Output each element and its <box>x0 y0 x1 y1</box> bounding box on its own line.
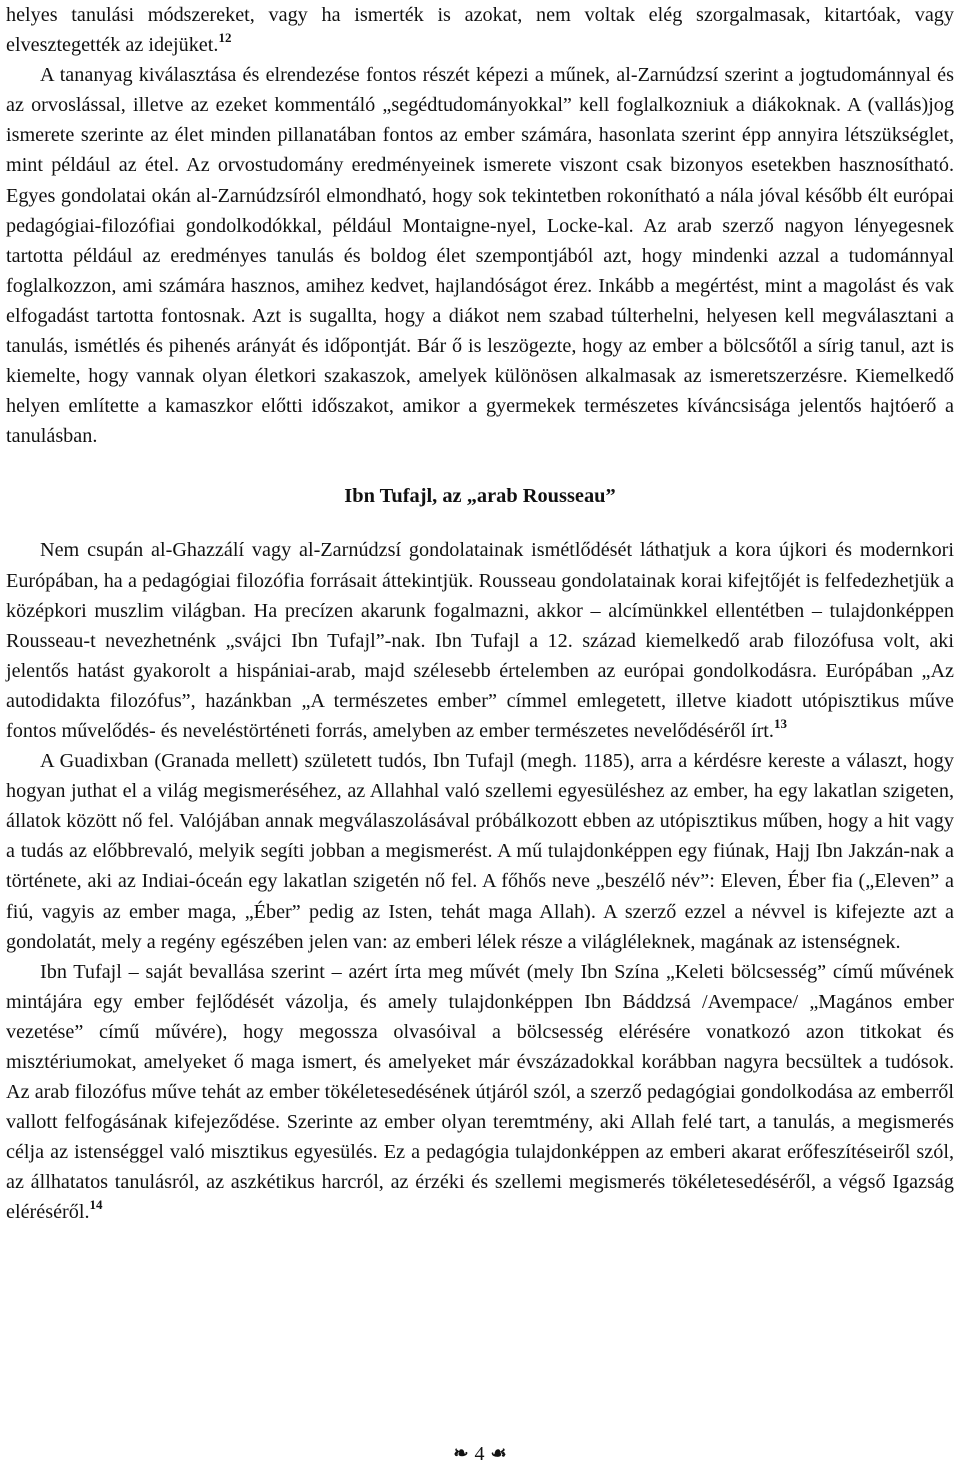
page-number: 4 <box>474 1443 485 1465</box>
paragraph-3-text: Nem csupán al-Ghazzálí vagy al-Zarnúdzsí gondolatainak ismétlődését láthatjuk a kora újkori és modernkori Európában, ha a pedagógiai filozófia forrásait áttekintjük. Rousseau gondolatainak korai kifejtőjét is felfedezhetjük a középkori muszlim világban. Ha precízen akarunk fogalmazni, akkor – alcímünkkel ellentétben – tulajdonképpen Rousseau-t nevezhetnénk „svájci Ibn Tufajl”-nak. Ibn Tufajl a 12. század kiemelkedő arab filozófusa volt, aki jelentős hatást gyakorolt a hispániai-arab, majd szélesebb értelemben az európai gondolkodásra. Európában „Az autodidakta filozófus”, hazánkban „A természetes ember” címmel emlegetett, illetve kiadott utópisztikus műve fontos művelődés- és neveléstörténeti forrás, amelyben az ember természetes nevelődéséről írt. <box>6 539 954 742</box>
paragraph-3 <box>6 535 954 746</box>
paragraph-5 <box>6 957 954 1228</box>
footnote-ref-13[interactable]: 13 <box>773 715 787 731</box>
ornament-right-icon: ☙ <box>490 1443 507 1463</box>
footnote-ref-14[interactable]: 14 <box>89 1197 103 1213</box>
ornament-left-icon: ❧ <box>453 1443 469 1463</box>
footnote-ref-12[interactable]: 12 <box>218 30 232 46</box>
document-page <box>6 0 954 1228</box>
paragraph-1-text: helyes tanulási módszereket, vagy ha ismerték is azokat, nem voltak elég szorgalmasak, kitartóak, vagy elvesztegették az idejüket. <box>6 4 954 57</box>
paragraph-5-text: Ibn Tufajl – saját bevallása szerint – azért írta meg művét (mely Ibn Szína „Keleti bölcsesség” című művének mintájára egy ember fejlődését vázolja, és amely tulajdonképpen Ibn Báddzsá /Avempace/ „Magános ember vezetése” című művére), hogy megossza olvasóival a bölcsesség elérésére vonatkozó azon titkokat és misztériumokat, amelyeket ő maga ismert, és amelyeket már évszázadokkal korábban nagyra becsültek a tudósok. Az arab filozófus műve tehát az ember tökéletesedésének útjáról szól, a szerző pedagógiai gondolkodása az emberről vallott felfogásának kifejeződése. Szerinte az ember olyan teremtmény, aki Allah felé tart, a tanulás, a megismerés célja az istenséggel való misztikus egyesülés. Ez a pedagógia tulajdonképpen az emberi akarat erőfeszítéseiről szól, az állhatatos tanulásról, az aszkétikus harcról, az érzéki és szellemi megismerés tökéletesedéséről, a végső Igazság eléréséről. <box>6 960 954 1224</box>
section-heading: Ibn Tufajl, az „arab Rousseau” <box>344 485 616 508</box>
page-footer <box>0 1440 960 1467</box>
paragraph-1 <box>6 0 954 60</box>
paragraph-4: A Guadixban (Granada mellett) született tudós, Ibn Tufajl (megh. 1185), arra a kérdésre kereste a választ, hogy hogyan juthat el a világ megismeréséhez, az Allahhal való szellemi egyesüléshez az ember, ha egy lakatlan szigeten, állatok között nő fel. Valójában annak megválaszolásával próbálkozott ebben az utópisztikus műben, hogy a hit vagy a tudás az előbbrevaló, melyik segíti jobban a megismerést. A mű tulajdonképpen egy fiúnak, Hajj Ibn Jakzán-nak a története, aki az Indiai-óceán egy lakatlan szigetén nő fel. A főhős neve „beszélő név”: Eleven, Éber fia („Eleven” a fiú, vagyis az ember maga, „Éber” pedig az Isten, tehát maga Allah). A szerző ezzel a névvel is kifejezte azt a gondolatát, mely a regény egészében jelen van: az emberi lélek része a világléleknek, magának az istenségnek. <box>6 750 954 953</box>
paragraph-2: A tananyag kiválasztása és elrendezése fontos részét képezi a műnek, al-Zarnúdzsí szerint a jogtudománnyal és az orvoslással, illetve az ezeket kommentáló „segédtudományokkal” kell foglalkozniuk a diákoknak. A (vallás)jog ismerete szerinte az élet minden pillanatában fontos az ember számára, hasonlata szerint épp annyira létszükséglet, mint például az étel. Az orvostudomány eredményeinek ismerete viszont csak bizonyos esetekben hasznosítható. Egyes gondolatai okán al-Zarnúdzsíról elmondható, hogy sok tekintetben rokonítható a nála jóval később élt európai pedagógiai-filozófiai gondolkodókkal, például Montaigne-nyel, Locke-kal. Az arab szerző nagyon lényegesnek tartotta például az eredményes tanulás és boldog élet szempontjából azt, hogy mindenki azzal a tudománnyal foglalkozzon, ami számára hasznos, amihez kedvet, hajlandóságot érez. Inkább a megértést, mint a magolást és vak elfogadást tartotta fontosnak. Azt is sugallta, hogy a diákot nem szabad túlterhelni, helyesen kell megválasztani a tanulás, ismétlés és pihenés arányát és időpontját. Bár ő is leszögezte, hogy az ember a bölcsőtől a sírig tanul, azt is kiemelte, hogy vannak olyan életkori szakaszok, amelyek különösen alkalmasak az ismeretszerzésre. Kiemelkedő helyen említette a kamaszkor előtti időszakot, amikor a gyermekek természetes kíváncsisága jelentős hajtóerő a tanulásban. <box>6 64 954 448</box>
